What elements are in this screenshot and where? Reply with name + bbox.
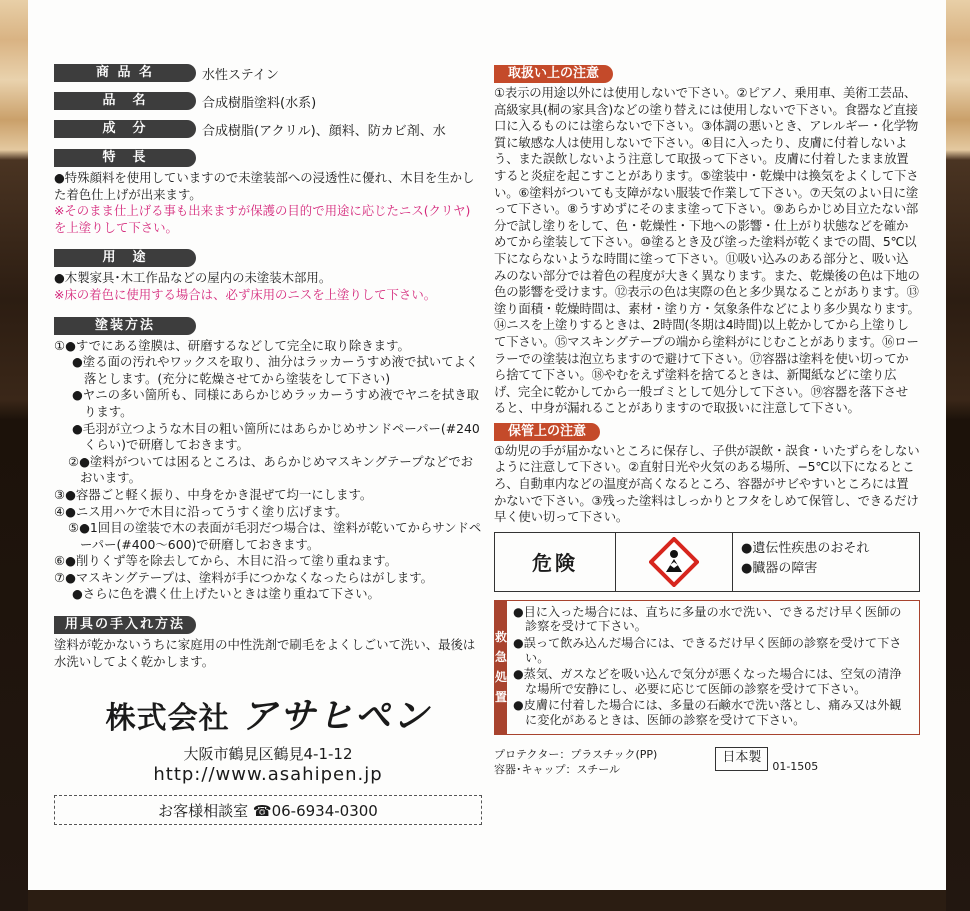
hazard-statement-1: ●遺伝性疾患のおそれ (741, 540, 870, 556)
health-hazard-icon (616, 533, 733, 591)
method-section (54, 314, 482, 604)
made-in-japan: 日本製 (715, 747, 768, 771)
protector-material: プロテクター：プラスチック(PP) (494, 747, 658, 761)
usage-note: ※床の着色に使用する場合は、必ず床用のニスを上塗りして下さい。 (54, 286, 437, 302)
product-type-row (54, 90, 482, 112)
care-text: 塗料が乾かないうちに家庭用の中性洗剤で刷毛をよくしごいて洗い、最後は水洗いしてよく乾かします。 (54, 637, 476, 669)
method-step-1c: ●ヤニの多い箇所も、同様にあらかじめラッカーうすめ液でヤニを拭き取ります。 (72, 387, 480, 419)
storage-text: ①幼児の手が届かないところに保存し、子供が誤飲・誤食・いたずらをしないように注意して下さい。②直射日光や火気のある場所、−5℃以下になるところ、自動車内などの温度が高くなるところ、容器がサビやすいところには置かないで下さい。③残った塗料はしっかりとフタをしめて保管し、できるだけ早く使い切って下さい。 (494, 442, 920, 525)
company-name: アサヒペン (241, 696, 431, 738)
company-logo (54, 688, 482, 739)
method-step-4: ④●ニス用ハケで木目に沿ってうすく塗り広げます。 (54, 503, 348, 519)
care-label: 用具の手入れ方法 (54, 616, 196, 634)
method-step-6: ⑥●削りくず等を除去してから、木目に沿って塗り重ねます。 (54, 553, 398, 569)
first-aid-char-4: 置 (495, 690, 508, 705)
first-aid-char-2: 急 (495, 650, 508, 665)
company-address: 大阪市鶴見区鶴見4-1-12 (183, 745, 353, 764)
product-name-label: 商 品 名 (54, 64, 196, 82)
method-step-7b: ●さらに色を濃く仕上げたいときは塗り重ねて下さい。 (72, 586, 380, 602)
method-step-1a: ①●すでにある塗膜は、研磨するなどして完全に取り除きます。 (54, 337, 410, 353)
first-aid-box (494, 600, 920, 735)
product-name-value: 水性ステイン (202, 67, 279, 83)
product-type-value: 合成樹脂塗料(水系) (202, 95, 317, 111)
method-step-7a: ⑦●マスキングテープは、塗料が手につかなくなったらはがします。 (54, 569, 434, 585)
first-aid-skin: ●皮膚に付着した場合には、多量の石鹸水で洗い落とし、痛み又は外観に変化があるときは、医師の診察を受けて下さい。 (513, 698, 902, 727)
features-section (54, 146, 482, 236)
first-aid-label (495, 601, 507, 734)
first-aid-swallow: ●誤って飲み込んだ場合には、できるだけ早く医師の診察を受けて下さい。 (513, 636, 902, 665)
method-step-1b: ●塗る面の汚れやワックスを取り、油分はラッカーうすめ液で拭いてよく落とします。(充分に乾燥させてから塗装をして下さい) (72, 354, 479, 386)
material-footer (494, 747, 920, 777)
method-step-3: ③●容器ごと軽く振り、中身をかき混ぜて均一にします。 (54, 486, 373, 502)
hazard-statements (733, 533, 877, 591)
first-aid-inhale: ●蒸気、ガスなどを吸い込んで気分が悪くなった場合には、空気の清浄な場所で安静にし、必要に応じて医師の診察を受けて下さい。 (513, 667, 902, 696)
company-prefix: 株式会社 (105, 701, 230, 737)
hazard-box (494, 532, 920, 592)
usage-text: ●木製家具･木工作品などの屋内の未塗装木部用。 (54, 270, 332, 286)
right-column (494, 62, 920, 777)
hazard-statement-2: ●臓器の障害 (741, 560, 818, 576)
product-code: 01-1505 (772, 759, 819, 773)
hazard-signal-word: 危険 (495, 533, 616, 591)
care-section (54, 613, 482, 670)
product-name-row (54, 62, 482, 84)
handling-text: ①表示の用途以外には使用しないで下さい。②ピアノ、乗用車、美術工芸品、高級家具(桐の家具含)などの塗り替えには使用しないで下さい。食器など直接口に入るものには塗らないで下さい。③体調の悪いとき、アレルギー・化学物質に敏感な人は使用しないで下さい。④目に入ったり、皮膚に付着しないよう、また誤飲しないよう注意して取扱って下さい。皮膚に付着したまま放置すると炎症を起こすことがあります。⑤塗装中・乾燥中は換気をよくして下さい。⑥塗料がついても支障がない服装で作業して下さい。⑦天気のよい日に塗って下さい。⑧うすめずにそのまま塗って下さい。⑨あらかじめ目立たない部分で試し塗りをして、色・乾燥性・下地への影響・仕上がり状態などを確かめてから塗装して下さい。⑩塗るとき及び塗った塗料が乾くまでの間、5℃以下にならないような時間に塗って下さい。⑪吸い込みのある部分と、吸い込みのない部分では着色の程度が大きく異なります。また、乾燥後の色は下地の色の影響を受けます。⑫表示の色は実際の色と多少異なることがあります。⑬塗り面積・乾燥時間は、素材・塗り方・気象条件などにより多少異なります。⑭ニスを上塗りするときは、2時間(冬期は4時間)以上乾かしてから上塗りして下さい。⑮マスキングテープの端から塗料がにじむことがあります。⑯ローラーでの塗装は泡立ちますので避けて下さい。⑰容器は塗料を使い切ってから捨てて下さい。⑱やむをえず塗料を捨てるときは、新聞紙などに塗り広げ、完全に乾かしてから一般ゴミとして処分して下さい。⑲容器を落下させると、中身が漏れることがありますので取扱いに注意して下さい。 (494, 85, 920, 416)
usage-label: 用 途 (54, 249, 196, 267)
features-text: ●特殊顔料を使用していますので未塗装部への浸透性に優れ、木目を生かした着色仕上げが出来ます。 (54, 170, 475, 202)
method-step-5: ⑤●1回目の塗装で木の表面が毛羽だつ場合は、塗料が乾いてからサンドペーパー(#400〜600)で研磨しておきます。 (68, 520, 482, 552)
wood-background-left (0, 0, 28, 911)
components-row (54, 118, 482, 140)
method-step-1d: ●毛羽が立つような木目の粗い箇所にはあらかじめサンドペーパー(#240くらい)で研磨しておきます。 (72, 420, 480, 453)
wood-background-right (946, 0, 970, 911)
container-material: 容器･キャップ：スチール (494, 762, 621, 776)
method-step-2: ②●塗料がついては困るところは、あらかじめマスキングテープなどでおおいます。 (68, 453, 474, 486)
product-type-label: 品 名 (54, 92, 196, 110)
components-value: 合成樹脂(アクリル)、顔料、防カビ剤、水 (202, 123, 446, 139)
usage-section (54, 246, 482, 303)
first-aid-eyes: ●目に入った場合には、直ちに多量の水で洗い、できるだけ早く医師の診察を受けて下さい。 (513, 604, 902, 634)
material-info (494, 747, 657, 777)
first-aid-char-3: 処 (495, 670, 508, 685)
method-label: 塗装方法 (54, 317, 196, 335)
features-note: ※そのまま仕上げる事も出来ますが保護の目的で用途に応じたニス(クリヤ)を上塗りして下さい。 (54, 203, 471, 235)
left-column (54, 62, 482, 825)
handling-label: 取扱い上の注意 (494, 65, 613, 83)
customer-phone: お客様相談室 ☎06-6934-0300 (54, 795, 482, 825)
features-label: 特 長 (54, 149, 196, 167)
components-label: 成 分 (54, 120, 196, 138)
company-url: http://www.asahipen.jp (153, 764, 383, 786)
first-aid-char-1: 救 (495, 630, 508, 645)
storage-label: 保管上の注意 (494, 423, 600, 441)
first-aid-items (507, 601, 919, 734)
